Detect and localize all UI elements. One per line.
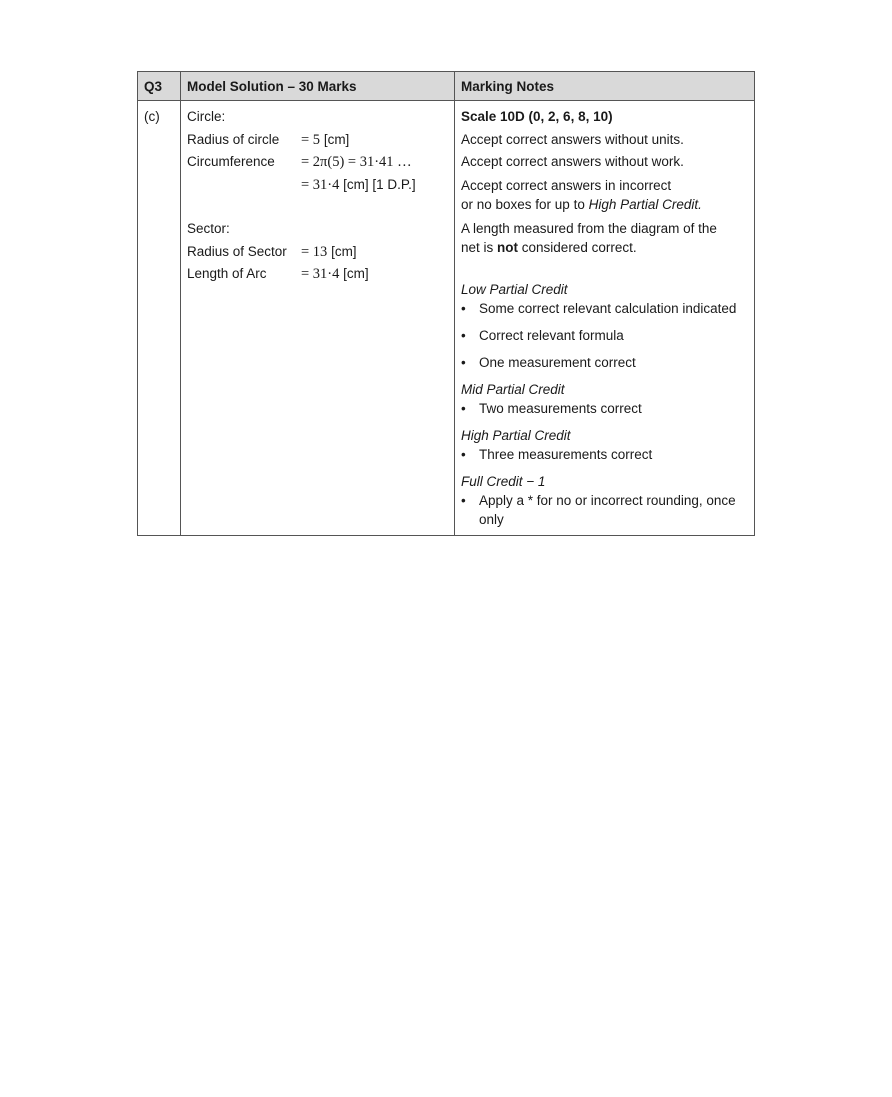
low-partial-credit-heading: Low Partial Credit [461,281,568,297]
sector-radius-value: = 13 [cm] [301,243,357,260]
mid-partial-credit-heading: Mid Partial Credit [461,381,565,397]
measured-length-note: A length measured from the diagram of the net is not considered correct. [461,220,717,255]
scale-line: Scale 10D (0, 2, 6, 8, 10) [461,109,613,124]
bullet-icon: • [461,300,466,316]
part-label: (c) [138,101,181,536]
table-header-row [138,72,755,101]
list-item: • One measurement correct [461,354,636,370]
radius-row [187,129,448,152]
circumference-value: = 2π(5) = 31·41 … [301,154,412,170]
accept-units-note: Accept correct answers without units. [461,131,684,147]
bullet-icon: • [461,354,466,370]
table-row [138,101,755,536]
model-solution-cell [181,101,455,536]
list-item: • Some correct relevant calculation indicated [461,300,737,316]
marking-scheme-table [137,71,755,536]
arc-length-label: Length of Arc [187,266,267,281]
circle-heading: Circle: [187,109,226,124]
sector-radius-row [187,241,448,264]
bullet-icon: • [461,327,466,343]
marking-notes-cell [455,101,755,536]
list-item: • Three measurements correct [461,446,653,462]
question-number-header: Q3 [138,72,181,101]
arc-length-value: = 31·4 [cm] [301,266,369,282]
marking-notes-header: Marking Notes [455,72,755,101]
bullet-icon: • [461,446,466,462]
list-item: • Apply a * for no or incorrect rounding, once only [461,492,736,527]
sector-heading: Sector: [187,221,230,236]
circumference-rounded-row [187,174,448,197]
bullet-icon: • [461,400,466,416]
accept-work-note: Accept correct answers without work. [461,154,684,169]
circumference-row [187,151,448,174]
list-item: • Correct relevant formula [461,327,624,343]
model-solution-header: Model Solution – 30 Marks [181,72,455,101]
circumference-label: Circumference [187,154,275,169]
full-credit-heading: Full Credit − 1 [461,473,546,489]
arc-length-row [187,263,448,286]
list-item: • Two measurements correct [461,400,642,416]
radius-label: Radius of circle [187,131,280,147]
circumference-rounded-value: = 31·4 [cm] [1 D.P.] [301,176,416,193]
radius-value: = 5 [cm] [301,131,350,148]
accept-boxes-note: Accept correct answers in incorrect or no boxes for up to High Partial Credit. [461,177,702,212]
sector-radius-label: Radius of Sector [187,243,287,259]
bullet-icon: • [461,492,466,508]
high-partial-credit-heading: High Partial Credit [461,427,571,443]
